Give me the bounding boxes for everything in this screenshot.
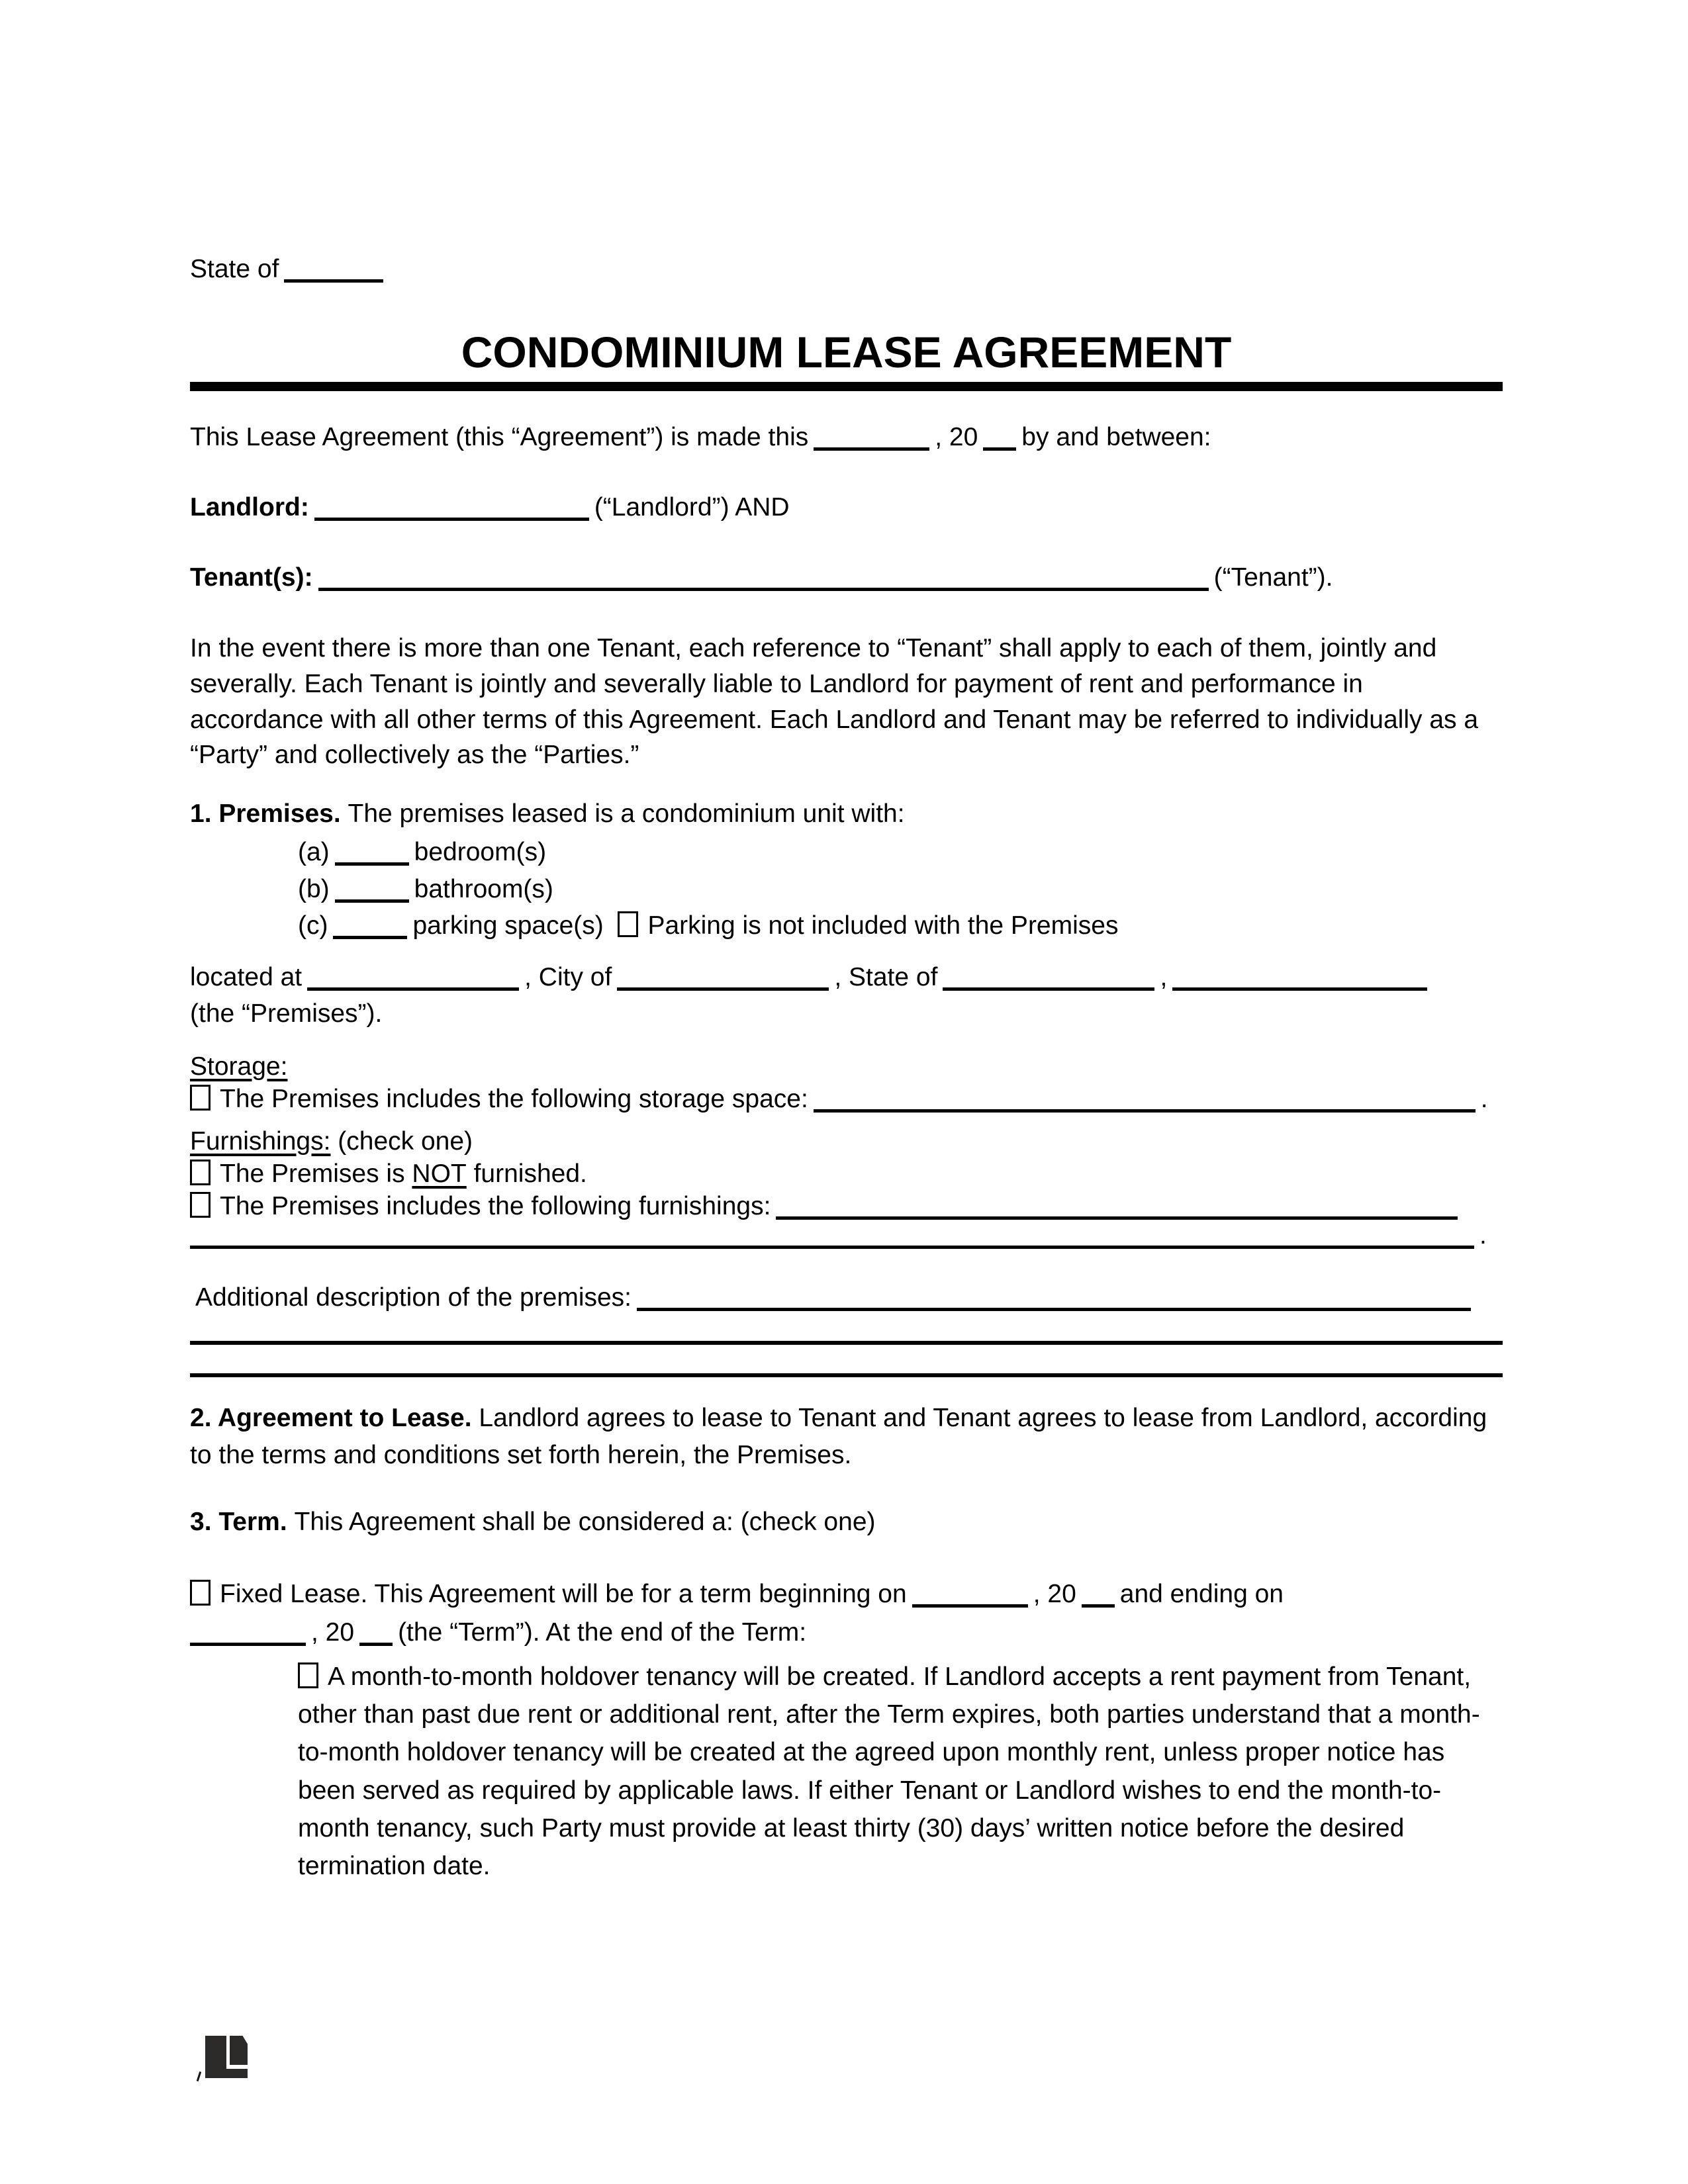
logo-stray-mark (197, 2071, 201, 2081)
landlord-line (190, 493, 1503, 522)
parking-excluded-checkbox (618, 911, 638, 937)
agreement-to-lease-text: Landlord agrees to lease to Tenant and Tenant agrees to lease from Landlord, according to the terms and conditions set forth herein, the Premises. (190, 1403, 1487, 1470)
bedroom-count-blank (335, 856, 409, 866)
premises-alias-line: (the “Premises”). (190, 999, 383, 1028)
bathroom-item (298, 871, 1503, 907)
fixed-lease-text-1: Fixed Lease. This Agreement will be for a term beginning on (220, 1579, 907, 1608)
additional-blank-line-2 (190, 1345, 1503, 1377)
storage-option-text: The Premises includes the following storage space: (220, 1084, 808, 1113)
holdover-paragraph-text: A month-to-month holdover tenancy will be created. If Landlord accepts a rent payment from Tenant, other than past due rent or additional rent, after the Term expires, both parties understand that a month-to-month holdover tenancy will be created at the agreed upon monthly rent, unless proper notice has been served as required by applicable laws. If either Tenant or Landlord wishes to end the month-to-month tenancy, such Party must provide at least thirty (30) days’ written notice before the desired termination date. (298, 1662, 1480, 1881)
intro-text-2: , 20 (935, 423, 978, 451)
furnished-option-line (190, 1192, 1503, 1221)
furnishings-continuation-blank (190, 1239, 1474, 1249)
fixed-lease-line-1 (190, 1575, 1503, 1614)
landlord-name-blank (314, 511, 589, 521)
intro-text-3: by and between: (1021, 423, 1211, 451)
fixed-lease-checkbox (190, 1580, 211, 1606)
furnishings-heading (190, 1127, 1503, 1156)
end-year-blank (359, 1636, 393, 1646)
fixed-lease-line-2 (190, 1614, 1503, 1653)
premises-item-list (298, 834, 1503, 944)
term-heading-line (190, 1508, 1503, 1537)
parking-item-marker: (c) (298, 911, 328, 940)
title-rule (190, 382, 1503, 391)
located-at-line (190, 960, 1503, 996)
agreement-to-lease-paragraph (190, 1400, 1503, 1475)
storage-included-checkbox (190, 1085, 211, 1111)
term-heading-text: This Agreement shall be considered a: (check one) (294, 1507, 876, 1536)
bathroom-item-label: bathroom(s) (414, 874, 553, 903)
additional-description-line (190, 1283, 1503, 1312)
joint-liability-paragraph: In the event there is more than one Tenant, each reference to “Tenant” shall apply to each of them, jointly and severally. Each Tenant is jointly and severally liable to Landlord for payment of rent and performance in accordance with all other terms of this Agreement. Each Landlord and Tenant may be referred to individually as a “Party” and collectively as the “Parties.” (190, 634, 1479, 770)
holdover-paragraph-block (298, 1658, 1503, 1886)
not-furnished-post: furnished. (473, 1159, 587, 1188)
parking-item (298, 907, 1503, 944)
state-of-label: State of (190, 255, 279, 283)
landlord-label: Landlord: (190, 493, 309, 522)
comma-text: , (1160, 963, 1168, 992)
holdover-checkbox (298, 1662, 318, 1688)
date-blank (814, 441, 929, 451)
furnishings-continuation-line (190, 1221, 1503, 1250)
intro-text-1: This Lease Agreement (this “Agreement”) is made this (190, 423, 809, 451)
start-year-blank (1082, 1598, 1115, 1608)
start-date-blank (912, 1598, 1028, 1608)
bathroom-item-marker: (b) (298, 874, 330, 903)
legal-templates-logo (205, 2036, 248, 2078)
intro-line (190, 423, 1503, 452)
city-of-text: , City of (524, 963, 612, 992)
premises-heading-text: The premises leased is a condominium unit with: (348, 799, 905, 829)
storage-heading-text: Storage: (190, 1052, 288, 1081)
tenant-suffix: (“Tenant”). (1213, 563, 1333, 592)
tenant-label: Tenant(s): (190, 563, 313, 592)
storage-period: . (1480, 1084, 1488, 1113)
fixed-lease-block (190, 1575, 1503, 1653)
fixed-lease-year-1: , 20 (1033, 1579, 1076, 1608)
end-date-blank (190, 1636, 306, 1646)
not-furnished-option-line (190, 1160, 1503, 1189)
tenant-name-blank (318, 581, 1209, 591)
storage-option-line (190, 1085, 1503, 1114)
term-section-number: 3. Term. (190, 1507, 287, 1536)
state-blank (284, 273, 383, 283)
bedroom-item-label: bedroom(s) (414, 838, 547, 867)
additional-description-blank (637, 1301, 1471, 1311)
furnishings-heading-text: Furnishings: (190, 1126, 331, 1156)
not-word: NOT (412, 1159, 467, 1188)
bedroom-item-marker: (a) (298, 838, 330, 867)
year-blank (983, 441, 1016, 451)
state-name-blank (943, 981, 1154, 991)
logo-base-bar (205, 2069, 248, 2078)
state-of-line (190, 255, 1503, 284)
premises-section-number: 1. Premises. (190, 799, 341, 829)
page-title: CONDOMINIUM LEASE AGREEMENT (461, 328, 1232, 377)
located-at-text: located at (190, 963, 303, 992)
additional-description-label: Additional description of the premises: (195, 1283, 632, 1312)
state-of-text: , State of (834, 963, 938, 992)
zip-blank (1172, 981, 1427, 991)
location-block (190, 960, 1503, 1032)
landlord-suffix: (“Landlord”) AND (594, 493, 790, 522)
fixed-lease-text-3: (the “Term”). At the end of the Term: (398, 1618, 807, 1647)
bathroom-count-blank (335, 893, 409, 903)
furnishings-list-blank (776, 1210, 1458, 1220)
bedroom-item (298, 834, 1503, 870)
premises-heading-line (190, 799, 1503, 829)
fixed-lease-year-2: , 20 (311, 1618, 355, 1647)
street-blank (307, 981, 519, 991)
logo-document-icon (230, 2036, 248, 2065)
agreement-to-lease-heading: 2. Agreement to Lease. (190, 1403, 472, 1432)
parking-excluded-label: Parking is not included with the Premises (647, 911, 1119, 940)
furnishings-period: . (1479, 1220, 1487, 1250)
city-blank (617, 981, 829, 991)
fixed-lease-text-2: and ending on (1119, 1579, 1284, 1608)
additional-blank-line-1 (190, 1312, 1503, 1345)
not-furnished-checkbox (190, 1160, 211, 1185)
storage-space-blank (814, 1103, 1476, 1113)
storage-heading (190, 1052, 1503, 1081)
parking-item-label: parking space(s) (412, 911, 604, 940)
parking-count-blank (333, 929, 407, 939)
furnishings-heading-rest: (check one) (338, 1126, 473, 1156)
not-furnished-pre: The Premises is (220, 1159, 405, 1188)
furnished-option-text: The Premises includes the following furnishings: (220, 1191, 771, 1220)
tenant-line (190, 563, 1503, 592)
furnished-checkbox (190, 1192, 211, 1218)
